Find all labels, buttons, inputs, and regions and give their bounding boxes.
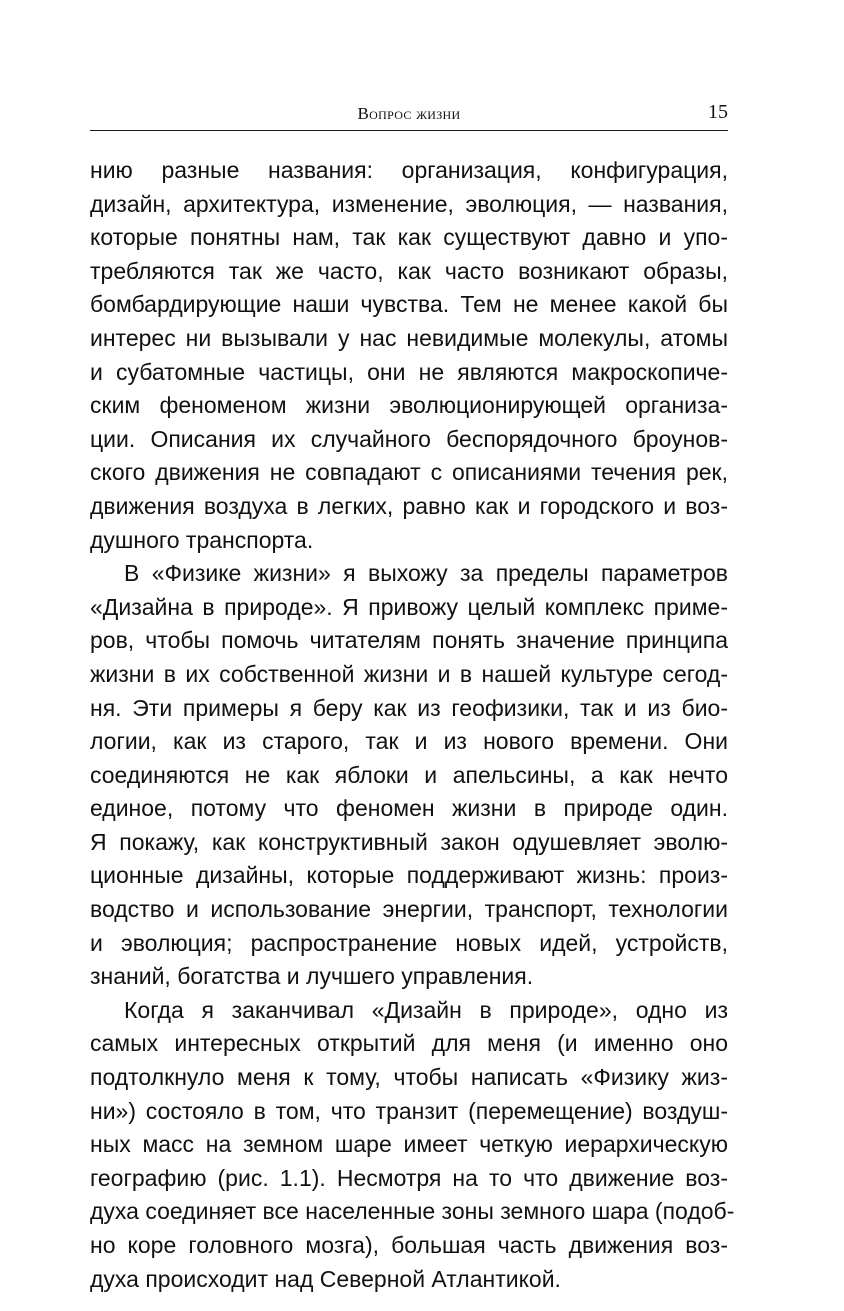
text-line: ции. Описания их случайного беспорядочного броунов-	[90, 425, 728, 452]
text-line: но коре головного мозга), большая часть движения воз-	[90, 1232, 728, 1258]
page-number: 15	[708, 101, 728, 123]
text-line: духа соединяет все населенные зоны земного шара (подоб-	[90, 1198, 735, 1225]
text-line: ского движения не совпадают с описаниями течения рек,	[90, 459, 728, 486]
text-line: душного транспорта.	[90, 526, 314, 553]
paragraph	[90, 994, 735, 1296]
text-line: водство и использование энергии, транспорт, технологии	[90, 896, 728, 923]
text-line: знаний, богатства и лучшего управления.	[90, 963, 534, 990]
text-line: Я покажу, как конструктивный закон одушевляет эволю-	[90, 828, 728, 855]
text-line: географию (рис. 1.1). Несмотря на то что движение воз-	[90, 1164, 728, 1191]
text-line: дизайн, архитектура, изменение, эволюция, — названия,	[90, 190, 728, 217]
text-line: ня. Эти примеры я беру как из геофизики, так и из био-	[90, 694, 728, 721]
text-line: единое, потому что феномен жизни в природе один.	[90, 795, 728, 822]
text-line: В «Физике жизни» я выхожу за пределы параметров	[124, 560, 728, 587]
text-line: и субатомные частицы, они не являются макроскопиче-	[90, 358, 728, 385]
text-line: соединяются не как яблоки и апельсины, а как нечто	[90, 761, 728, 788]
text-line: бомбардирующие наши чувства. Тем не менее какой бы	[90, 291, 728, 318]
paragraph	[90, 154, 728, 557]
text-line: самых интересных открытий для меня (и именно оно	[90, 1030, 728, 1057]
text-line: ров, чтобы помочь читателям понять значение принципа	[90, 627, 728, 654]
text-line: жизни в их собственной жизни и в нашей культуре сегод-	[90, 660, 728, 687]
text-line: ционные дизайны, которые поддерживают жизнь: произ-	[90, 862, 728, 889]
text-line: логии, как из старого, так и из нового времени. Они	[90, 728, 728, 755]
text-line: требляются так же часто, как часто возникают образы,	[90, 257, 728, 284]
text-line: нию разные названия: организация, конфигурация,	[90, 157, 728, 183]
text-line: которые понятны нам, так как существуют давно и упо-	[90, 224, 728, 251]
text-line: Когда я заканчивал «Дизайн в природе», одно из	[124, 996, 728, 1023]
text-line: ни») состояло в том, что транзит (перемещение) воздуш-	[90, 1097, 728, 1124]
text-line: духа происходит над Северной Атлантикой.	[90, 1265, 561, 1292]
paragraph	[90, 557, 728, 994]
text-line: и эволюция; распространение новых идей, устройств,	[90, 929, 728, 956]
text-line: ных масс на земном шаре имеет четкую иерархическую	[90, 1131, 728, 1158]
text-line: подтолкнуло меня к тому, чтобы написать «Физику жиз-	[90, 1064, 728, 1091]
body-text	[90, 154, 735, 1296]
text-line: движения воздуха в легких, равно как и городского и воз-	[90, 492, 728, 519]
text-line: ским феноменом жизни эволюционирующей организа-	[90, 392, 728, 419]
text-line: интерес ни вызывали у нас невидимые молекулы, атомы	[90, 324, 728, 351]
text-line: «Дизайна в природе». Я привожу целый комплекс приме-	[90, 593, 728, 620]
running-header	[90, 98, 728, 131]
running-title: Вопрос жизни	[357, 104, 461, 123]
